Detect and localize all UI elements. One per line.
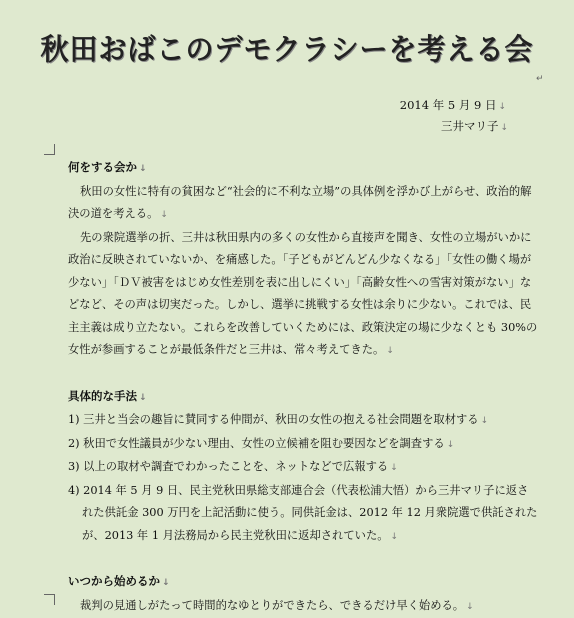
list-item: 4) 2014 年 5 月 9 日、民主党秋田県総支部連合会（代表松浦大悟）から三井マリ子に返された供託金 300 万円を上記活動に使う。同供託金は、2012 年 12 月衆院選で供託されたが、2013 年 1 月法務局から民主党秋田に返却されていた。 ↓ [68,480,538,549]
document-body [68,156,538,618]
list-item: 2) 秋田で女性議員が少ない理由、女性の立候補を阻む要因などを調査する ↓ [68,433,538,457]
return-mark: ↵ [536,74,544,84]
document-date: 2014 年 5 月 9 日 ↓ [400,97,506,113]
section-heading: 具体的な手法 ↓ [68,385,538,410]
document-author: 三井マリ子 ↓ [441,118,508,134]
document-title: 秋田おばこのデモクラシーを考える会 [0,27,574,69]
paragraph: 先の衆院選挙の折、三井は秋田県内の多くの女性から直接声を聞き、女性の立場がいかに政治に反映されていないか、を痛感した。「子どもがどんどん少なくなる」「女性の働く場が少ない」「ＤＶ被害をはじめ女性差別を表に出しにくい」「高齢女性への雪害対策がない」などなど、その声は切実だった。しかし、選挙に挑戦する女性は余りに少ない。これでは、民主主義は成り立たない。これらを改善していくためには、政策決定の場に少なくとも 30%の女性が参画することが最低条件だと三井は、常々考えてきた。 ↓ [68,227,538,363]
section-heading: 何をする会か ↓ [68,156,538,181]
paragraph: 秋田の女性に特有の貧困など“社会的に不利な立場”の具体例を浮かび上がらせ、政治的解決の道を考える。 ↓ [68,181,538,227]
list-item: 1) 三井と当会の趣旨に賛同する仲間が、秋田の女性の抱える社会問題を取材する ↓ [68,409,538,433]
margin-corner-mark [44,144,55,155]
list-item: 3) 以上の取材や調査でわかったことを、ネットなどで広報する ↓ [68,456,538,480]
paragraph: 裁判の見通しがたって時間的なゆとりができたら、できるだけ早く始める。 ↓ [68,595,538,618]
margin-corner-mark [44,594,55,605]
section-heading: いつから始めるか ↓ [68,570,538,595]
